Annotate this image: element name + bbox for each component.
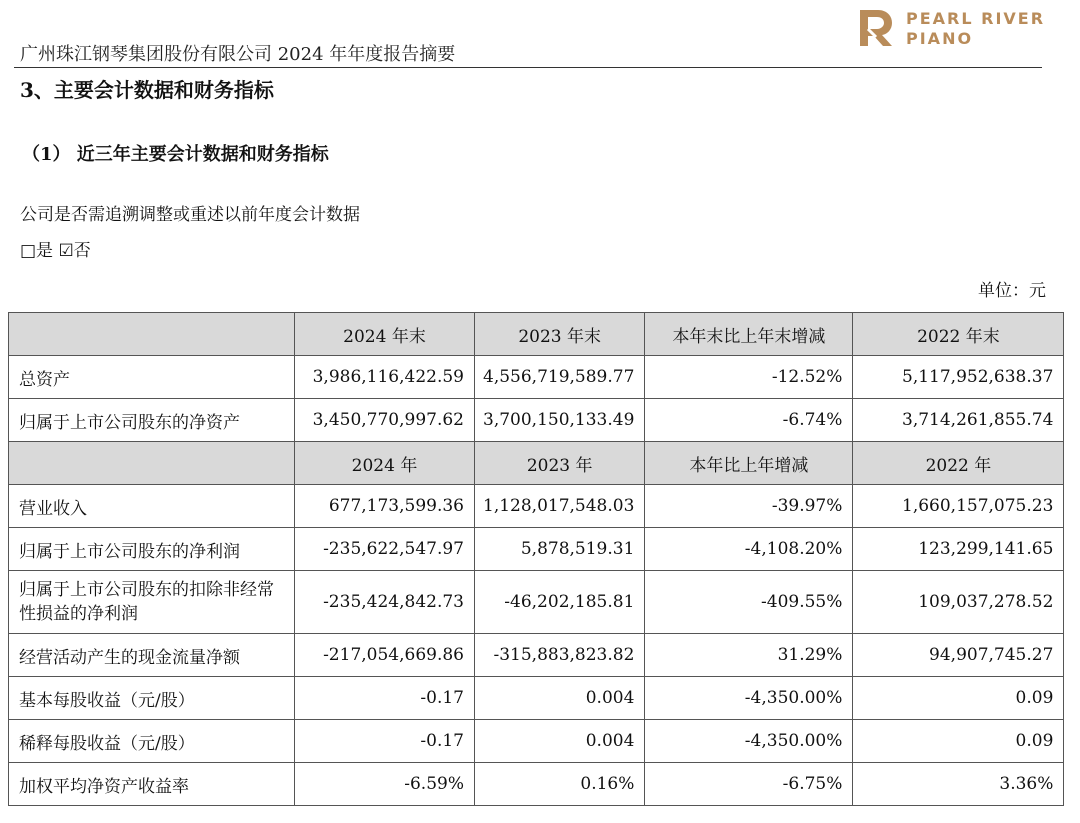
table-cell: 0.004 bbox=[475, 720, 645, 763]
table-cell: -6.75% bbox=[645, 763, 853, 806]
table-cell: -4,350.00% bbox=[645, 677, 853, 720]
row-label: 归属于上市公司股东的净资产 bbox=[9, 399, 295, 442]
table-cell: 3,450,770,997.62 bbox=[295, 399, 475, 442]
table-header-row bbox=[9, 442, 1064, 485]
row-label: 稀释每股收益（元/股） bbox=[9, 720, 295, 763]
table-cell: 3,714,261,855.74 bbox=[853, 399, 1064, 442]
table-cell: 3,700,150,133.49 bbox=[475, 399, 645, 442]
table-cell: -12.52% bbox=[645, 356, 853, 399]
document-title: 广州珠江钢琴集团股份有限公司 2024 年年度报告摘要 bbox=[20, 44, 456, 65]
table-cell: 5,117,952,638.37 bbox=[853, 356, 1064, 399]
table-cell: 1,660,157,075.23 bbox=[853, 485, 1064, 528]
table-row bbox=[9, 399, 1064, 442]
table-row bbox=[9, 634, 1064, 677]
table-cell: -39.97% bbox=[645, 485, 853, 528]
table-cell: -4,350.00% bbox=[645, 720, 853, 763]
table-cell: 0.09 bbox=[853, 720, 1064, 763]
financial-table bbox=[8, 312, 1064, 806]
table-cell: 0.16% bbox=[475, 763, 645, 806]
table-cell: 5,878,519.31 bbox=[475, 528, 645, 571]
table-row bbox=[9, 356, 1064, 399]
table-cell: 31.29% bbox=[645, 634, 853, 677]
table-cell: -0.17 bbox=[295, 720, 475, 763]
restatement-question: 公司是否需追溯调整或重述以前年度会计数据 bbox=[20, 205, 360, 225]
header-cell: 本年末比上年末增减 bbox=[645, 313, 853, 356]
row-label: 营业收入 bbox=[9, 485, 295, 528]
header-cell: 2023 年末 bbox=[475, 313, 645, 356]
table-cell: -409.55% bbox=[645, 571, 853, 634]
logo-text bbox=[906, 9, 1045, 49]
table-cell: 4,556,719,589.77 bbox=[475, 356, 645, 399]
table-cell: 1,128,017,548.03 bbox=[475, 485, 645, 528]
row-label: 加权平均净资产收益率 bbox=[9, 763, 295, 806]
section-title: 3、主要会计数据和财务指标 bbox=[20, 78, 274, 102]
table-cell: 677,173,599.36 bbox=[295, 485, 475, 528]
subsection-title: （1） 近三年主要会计数据和财务指标 bbox=[22, 144, 329, 165]
table-cell: 123,299,141.65 bbox=[853, 528, 1064, 571]
pearl-river-logo-icon bbox=[856, 8, 896, 48]
restatement-options bbox=[20, 236, 91, 261]
row-label: 总资产 bbox=[9, 356, 295, 399]
table-cell: -235,424,842.73 bbox=[295, 571, 475, 634]
table-cell: 3,986,116,422.59 bbox=[295, 356, 475, 399]
header-cell: 本年比上年增减 bbox=[645, 442, 853, 485]
logo-line-1: PEARL RIVER bbox=[906, 9, 1046, 28]
header-cell: 2022 年末 bbox=[853, 313, 1064, 356]
header-cell bbox=[9, 442, 295, 485]
row-label: 经营活动产生的现金流量净额 bbox=[9, 634, 295, 677]
unit-label: 单位：元 bbox=[978, 281, 1046, 301]
row-label: 归属于上市公司股东的净利润 bbox=[9, 528, 295, 571]
header-cell: 2023 年 bbox=[475, 442, 645, 485]
table-cell: -0.17 bbox=[295, 677, 475, 720]
header-divider bbox=[14, 67, 1042, 68]
table-row bbox=[9, 677, 1064, 720]
row-label: 基本每股收益（元/股） bbox=[9, 677, 295, 720]
header-cell: 2024 年末 bbox=[295, 313, 475, 356]
table-cell: -315,883,823.82 bbox=[475, 634, 645, 677]
table-cell: -6.74% bbox=[645, 399, 853, 442]
table-cell: 109,037,278.52 bbox=[853, 571, 1064, 634]
table-row bbox=[9, 720, 1064, 763]
table-row bbox=[9, 763, 1064, 806]
table-cell: -4,108.20% bbox=[645, 528, 853, 571]
table-cell: -6.59% bbox=[295, 763, 475, 806]
header-cell: 2024 年 bbox=[295, 442, 475, 485]
logo-line-2: PIANO bbox=[906, 29, 974, 48]
table-row bbox=[9, 571, 1064, 634]
table-cell: 94,907,745.27 bbox=[853, 634, 1064, 677]
table-row bbox=[9, 528, 1064, 571]
table-cell: -235,622,547.97 bbox=[295, 528, 475, 571]
header-cell bbox=[9, 313, 295, 356]
table-header-row bbox=[9, 313, 1064, 356]
table-cell: 0.09 bbox=[853, 677, 1064, 720]
option-yes[interactable]: □是 bbox=[20, 241, 54, 261]
table-cell: 0.004 bbox=[475, 677, 645, 720]
pearl-river-logo bbox=[856, 8, 1056, 50]
table-cell: -46,202,185.81 bbox=[475, 571, 645, 634]
header-cell: 2022 年 bbox=[853, 442, 1064, 485]
table-cell: -217,054,669.86 bbox=[295, 634, 475, 677]
row-label: 归属于上市公司股东的扣除非经常性损益的净利润 bbox=[9, 571, 295, 634]
option-no[interactable]: ☑否 bbox=[58, 241, 91, 261]
table-row bbox=[9, 485, 1064, 528]
table-cell: 3.36% bbox=[853, 763, 1064, 806]
